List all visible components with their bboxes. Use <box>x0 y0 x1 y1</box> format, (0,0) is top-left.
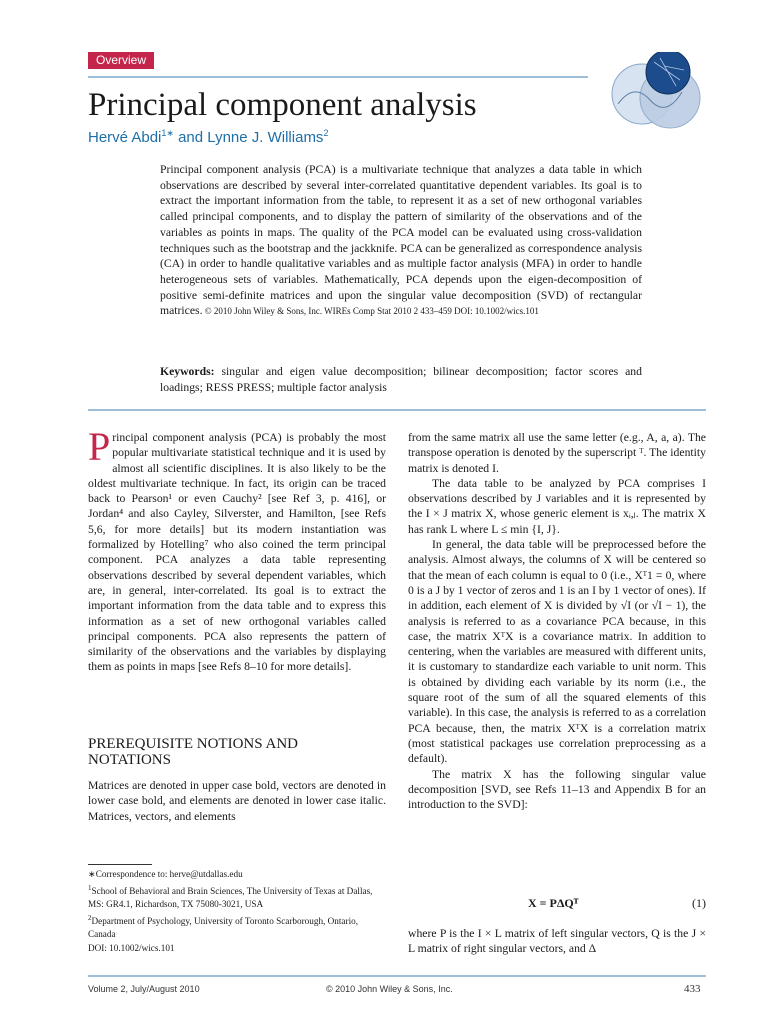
author-name[interactable]: Lynne J. Williams <box>207 129 324 146</box>
affiliation-number: 2 <box>88 914 92 923</box>
abstract-citation: © 2010 John Wiley & Sons, Inc. WIREs Comp Stat 2010 2 433–459 DOI: 10.1002/wics.101 <box>202 306 539 317</box>
keywords <box>160 364 642 395</box>
affiliation-footnote <box>88 912 386 940</box>
section-separator <box>88 409 706 411</box>
abstract <box>160 162 642 320</box>
intro-text: rincipal component analysis (PCA) is probably the most popular multivariate statistical technique and it is used by almost all scientific disciplines. It is also likely to be the oldest multivariate technique. In fact, its origin can be traced back to Pearson¹ or even Cauchy² [see Ref 3, p. 416], or Jordan⁴ and also Cayley, Silverster, and Hamilton, [see Refs 5,6, for more details] but its modern instantiation was formalized by Hotelling⁷ who also coined the term principal component. PCA analyzes a data table representing observations described by several dependent variables, which are, in general, inter-correlated. Its goal is to extract the important information from the data table and to express this information as a set of new orthogonal variables called principal components. PCA also represents the pattern of similarity of the observations and the variables by displaying them as points in maps [see Refs 8–10 for more details]. <box>88 431 386 674</box>
author-affiliation-mark: 1∗ <box>161 128 174 138</box>
affiliation-footnote <box>88 882 386 910</box>
equation-1 <box>408 896 706 912</box>
intro-paragraph <box>88 424 386 675</box>
journal-logo-circles <box>604 52 704 132</box>
footer-rule <box>88 975 706 977</box>
body-paragraph: In general, the data table will be preprocessed before the analysis. Almost always, the columns of X will be centered so that the mean of each column is equal to 0 (i.e., Xᵀ1 = 0, where 0 is a J by 1 vector of zeros and 1 is an I by 1 vector of ones). If in addition, each element of X is divided by √I (or √I − 1), the analysis is referred to as a covariance PCA because, in this case, the matrix XᵀX is a covariance matrix. In addition to centering, when the variables are measured with different units, it is customary to standardize each variable to unit norm. This is obtained by dividing each variable by its norm (i.e., the square root of the sum of all the squared elements of this variable). In this case, the analysis is referred to as a correlation PCA because, then, the matrix XᵀX is a correlation matrix (most statistical packages use correlation preprocessing as a default). <box>408 538 706 766</box>
body-paragraph: from the same matrix all use the same letter (e.g., A, a, a). The transpose operation is denoted by the superscript ᵀ. The identity matrix is denoted I. <box>408 431 706 475</box>
footer-volume: Volume 2, July/August 2010 <box>88 984 200 994</box>
author-name[interactable]: Hervé Abdi <box>88 129 162 146</box>
body-column-left <box>88 424 386 675</box>
correspondence-footnote: ∗Correspondence to: herve@utdallas.edu <box>88 869 243 879</box>
footer-copyright: © 2010 John Wiley & Sons, Inc. <box>326 984 453 994</box>
equation-number: (1) <box>692 896 706 910</box>
footnotes <box>88 868 386 957</box>
title-rule <box>88 76 588 78</box>
affiliation-number: 1 <box>88 884 92 893</box>
body-paragraph: The matrix X has the following singular value decomposition [SVD, see Refs 11–13 and Appendix B for an introduction to the SVD]: <box>408 767 706 812</box>
author-affiliation-mark: 2 <box>323 128 329 138</box>
article-title: Principal component analysis <box>88 87 477 123</box>
body-column-right <box>408 430 706 812</box>
body-paragraph: The data table to be analyzed by PCA comprises I observations described by J variables and it is represented by the I × J matrix X, whose generic element is xᵢ,ⱼ. The matrix X has rank L where L ≤ min {I, J}. <box>408 476 706 536</box>
affiliation-text: Department of Psychology, University of Toronto Scarborough, Ontario, Canada <box>88 916 359 939</box>
keywords-label: Keywords: <box>160 365 215 378</box>
keywords-text: singular and eigen value decomposition; bilinear decomposition; factor scores and loadings; RESS PRESS; multiple factor analysis <box>160 365 642 394</box>
drop-cap: P <box>88 424 111 469</box>
abstract-text: Principal component analysis (PCA) is a multivariate technique that analyzes a data table in which observations are described by several inter-correlated quantitative dependent variables. Its goal is to extract the important information from the table, to represent it as a set of new orthogonal variables called principal components, and to display the pattern of similarity of the observations and of the variables as points in maps. The quality of the PCA model can be evaluated using cross-validation techniques such as the bootstrap and the jackknife. PCA can be generalized as correspondence analysis (CA) in order to handle qualitative variables and as multiple factor analysis (MFA) in order to handle heterogeneous sets of variables. Mathematically, PCA depends upon the eigen-decomposition of positive semi-definite matrices and upon the singular value decomposition (SVD) of rectangular matrices. <box>160 163 642 318</box>
affiliation-text: School of Behavioral and Brain Sciences, The University of Texas at Dallas, MS: GR4.1, Richardson, TX 75080-3021, USA <box>88 886 373 909</box>
section-heading: PREREQUISITE NOTIONS AND NOTATIONS <box>88 736 298 768</box>
body-paragraph: where P is the I × L matrix of left singular vectors, Q is the J × L matrix of right singular vectors, and Δ <box>408 927 706 956</box>
footnote-rule <box>88 864 152 865</box>
equation-body: X = PΔQᵀ <box>528 896 579 910</box>
section-tag: Overview <box>88 52 154 69</box>
authors-conjunction: and <box>173 129 208 146</box>
page-number: 433 <box>684 983 701 995</box>
prerequisite-paragraph: Matrices are denoted in upper case bold, vectors are denoted in lower case bold, and elements are denoted in lower case italic. Matrices, vectors, and elements <box>88 779 386 823</box>
doi-footnote: DOI: 10.1002/wics.101 <box>88 943 175 954</box>
authors-line <box>88 128 328 146</box>
